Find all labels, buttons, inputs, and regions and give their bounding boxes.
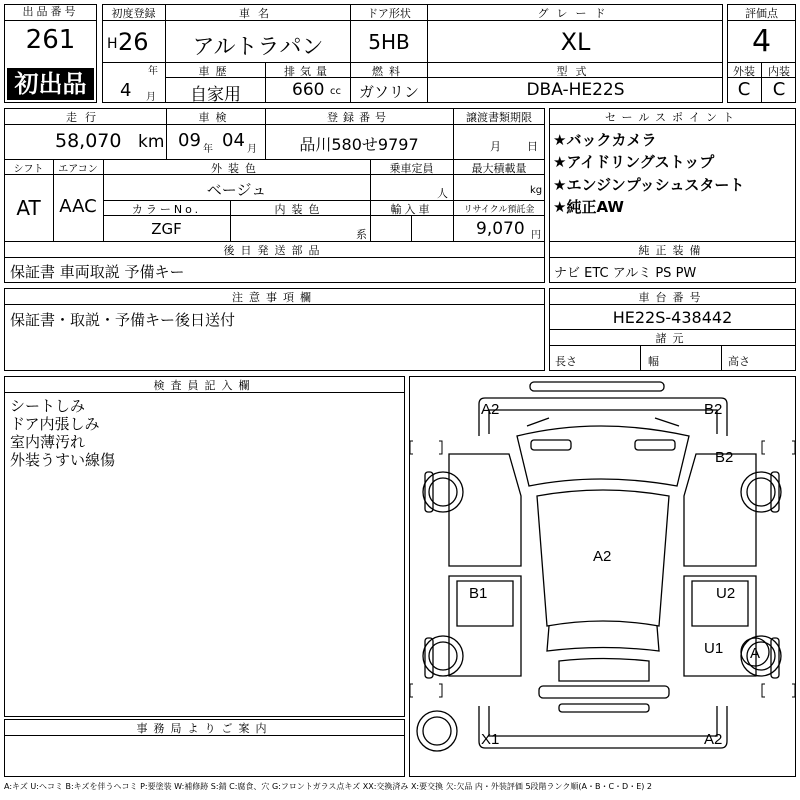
mark-b2-right: B2 xyxy=(715,449,734,466)
ac: AAC xyxy=(59,196,97,217)
import-label: 輸入車 xyxy=(390,203,433,216)
genuine-value: ナビ ETC アルミ PS PW xyxy=(554,266,697,281)
insp-month-unit: 月 xyxy=(247,144,257,155)
later-parts: 保証書 車両取説 予備キー xyxy=(10,263,185,281)
int-label: 内装 xyxy=(768,65,790,78)
displacement-unit: cc xyxy=(330,86,341,97)
first-reg-label: 初度登録 xyxy=(111,7,156,20)
int-score: C xyxy=(772,79,786,100)
displacement-label: 排気量 xyxy=(284,65,332,78)
mark-x1: X1 xyxy=(481,731,500,748)
reg-year: 26 xyxy=(118,28,149,56)
model: DBA-HE22S xyxy=(526,80,625,100)
mark-a2-top-left: A2 xyxy=(481,401,500,418)
damage-legend: A:キズ U:ヘコミ B:キズを伴うヘコミ P:要塗装 W:補修跡 S:錆 C:腐食、穴 G:フロントガラス点キズ XX:交換済み X:要交換 欠:欠品 内・外装評価 5段階ランク順(A・B・C・D・E) 2 xyxy=(4,782,653,791)
year-unit: 年 xyxy=(148,66,158,77)
later-box xyxy=(4,257,545,283)
mark-b2-top-right: B2 xyxy=(704,401,723,418)
fuel: ガソリン xyxy=(358,83,419,101)
door-type: 5HB xyxy=(368,30,410,54)
reg-number: 品川580せ9797 xyxy=(299,135,419,154)
office-label: 事務局よりご案内 xyxy=(136,722,273,735)
max-load-unit: kg xyxy=(530,185,543,196)
ac-label: エアコン xyxy=(58,164,98,175)
genuine-label: 純正装備 xyxy=(638,244,707,257)
transfer-label: 譲渡書類期限 xyxy=(466,111,532,124)
capacity-unit: 人 xyxy=(437,187,448,200)
sales-label: セールスポイント xyxy=(604,111,740,124)
model-label: 型式 xyxy=(556,65,595,78)
inspector-line-3: 室内薄汚れ xyxy=(10,433,86,451)
later-label: 後日発送部品 xyxy=(223,244,326,257)
door-label: ドア形状 xyxy=(367,7,411,20)
inspector-line-2: ドア内張しみ xyxy=(10,415,100,433)
car-diagram xyxy=(409,376,796,777)
chassis-label: 車台番号 xyxy=(638,291,707,304)
mark-a2-bottom-right: A2 xyxy=(704,731,723,748)
sales-item-4: ★純正AW xyxy=(553,198,624,216)
mileage-unit: km xyxy=(138,132,165,152)
mark-a-circled: A xyxy=(750,645,761,662)
insp-month: 04 xyxy=(222,130,245,151)
insp-year: 09 xyxy=(178,130,201,151)
lot-number: 261 xyxy=(25,25,76,55)
dims-label: 諸元 xyxy=(655,332,690,345)
color-no: ZGF xyxy=(151,220,182,238)
mark-u2: U2 xyxy=(716,585,736,602)
inspector-label: 検査員記入欄 xyxy=(153,379,256,392)
ext-color: ベージュ xyxy=(206,181,267,199)
grade-label: グレード xyxy=(537,7,614,20)
max-load-label: 最大積載量 xyxy=(471,162,527,175)
mileage: 58,070 xyxy=(55,130,122,152)
score-label: 評価点 xyxy=(745,7,778,20)
history: 自家用 xyxy=(190,85,241,105)
lot-label: 出品番号 xyxy=(5,5,96,21)
ext-color-label: 外装色 xyxy=(211,162,262,175)
reg-month: 4 xyxy=(120,80,132,101)
reg-label: 登録番号 xyxy=(327,111,391,124)
mileage-label: 走行 xyxy=(66,111,104,124)
inspector-line-1: シートしみ xyxy=(10,397,86,415)
transfer-day: 日 xyxy=(527,140,538,153)
width-label: 幅 xyxy=(648,355,659,368)
color-no-label: カラーNo. xyxy=(131,203,202,216)
mark-a2-center: A2 xyxy=(593,548,612,565)
chassis-number: HE22S-438442 xyxy=(612,308,733,327)
mark-u1: U1 xyxy=(704,640,724,657)
history-label: 車歴 xyxy=(198,65,233,78)
displacement: 660 xyxy=(292,80,325,100)
sales-item-2: ★アイドリングストップ xyxy=(553,153,715,171)
sales-item-3: ★エンジンプッシュスタート xyxy=(553,176,745,194)
ext-score: C xyxy=(737,79,751,100)
car-name: アルトラパン xyxy=(192,35,324,60)
inspection-label: 車検 xyxy=(198,111,233,124)
month-unit: 月 xyxy=(146,92,156,103)
shift-label: シフト xyxy=(13,164,44,175)
lot-box xyxy=(4,4,97,103)
shift: AT xyxy=(16,196,41,220)
ext-label: 外装 xyxy=(733,65,755,78)
car-name-label: 車名 xyxy=(239,7,277,20)
first-listing-badge: 初出品 xyxy=(7,68,94,100)
mark-b1: B1 xyxy=(469,585,488,602)
era-mark: H xyxy=(107,36,118,52)
grade: XL xyxy=(560,28,591,56)
inspector-line-4: 外装うすい線傷 xyxy=(10,451,116,469)
notes-label: 注意事項欄 xyxy=(232,291,317,304)
sales-item-1: ★バックカメラ xyxy=(553,131,657,149)
insp-year-unit: 年 xyxy=(203,144,213,155)
recycle: 9,070 xyxy=(476,219,525,239)
transfer-month: 月 xyxy=(490,140,501,153)
recycle-unit: 円 xyxy=(531,230,541,241)
length-label: 長さ xyxy=(555,355,577,368)
height-label: 高さ xyxy=(728,355,750,368)
recycle-label: リサイクル預託金 xyxy=(463,205,535,215)
int-color-suffix: 系 xyxy=(356,228,367,241)
score: 4 xyxy=(751,24,772,59)
capacity-label: 乗車定員 xyxy=(389,162,434,175)
int-color-label: 内装色 xyxy=(274,203,326,216)
fuel-label: 燃料 xyxy=(372,65,406,78)
notes-value: 保証書・取説・予備キー後日送付 xyxy=(10,311,236,329)
